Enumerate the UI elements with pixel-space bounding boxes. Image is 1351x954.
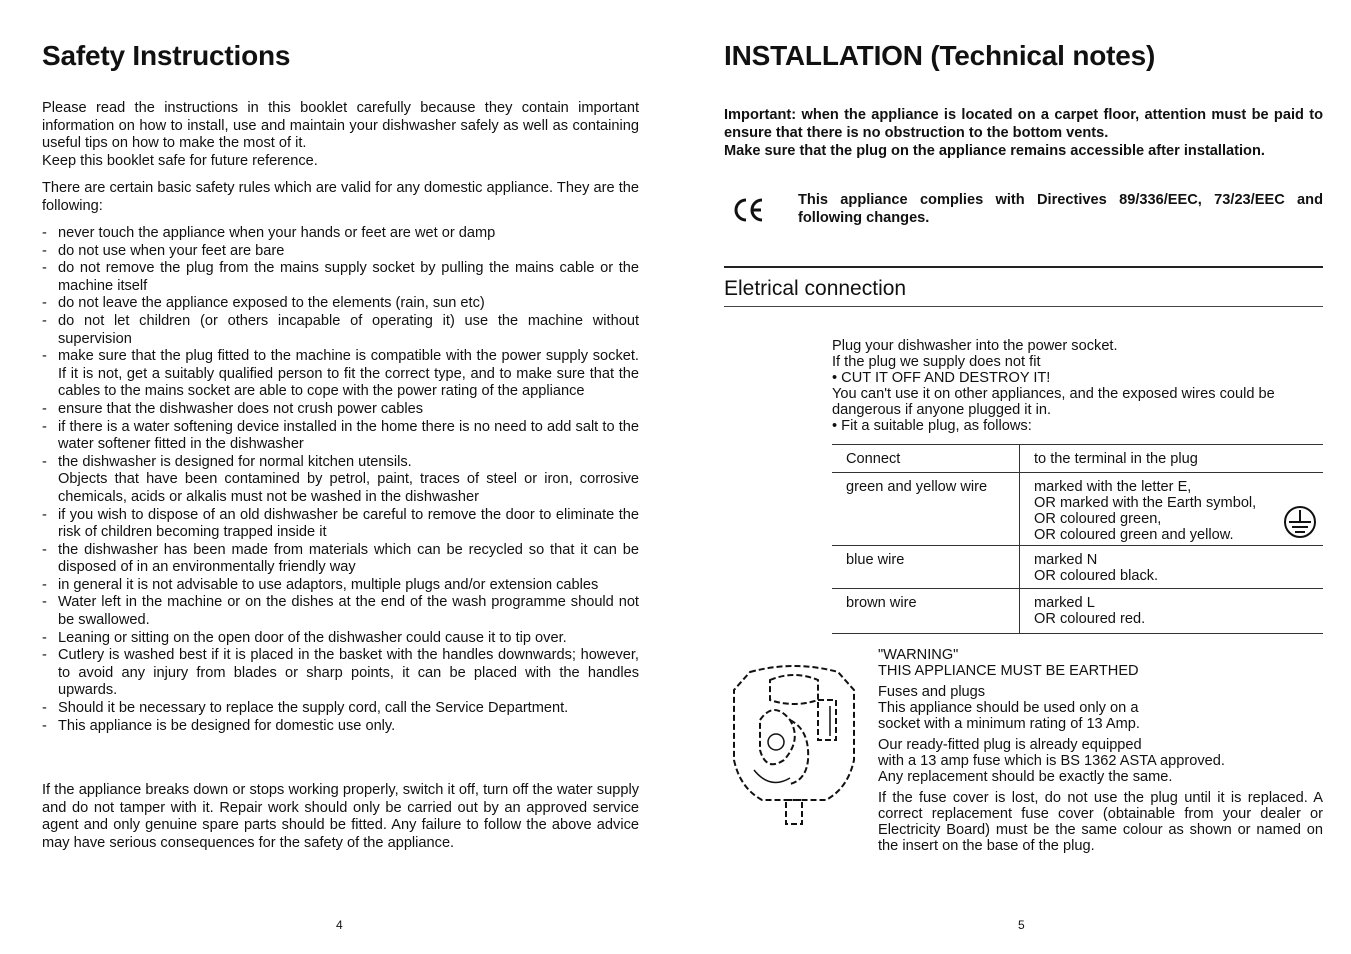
terminal-line: OR marked with the Earth symbol,	[1034, 495, 1257, 511]
fuse-info-line: Our ready-fitted plug is already equipped	[878, 737, 1142, 753]
connection-line: • Fit a suitable plug, as follows:	[832, 418, 1032, 434]
table-header-row	[832, 445, 1323, 473]
page-title: Safety Instructions	[42, 40, 291, 71]
page-title: INSTALLATION (Technical notes)	[724, 40, 1156, 71]
terminal-line: OR coloured green and yellow.	[1034, 527, 1234, 543]
list-item: - do not leave the appliance exposed to the elements (rain, sun etc)	[42, 295, 639, 313]
wire-cell: brown wire	[832, 589, 1020, 634]
list-item: - make sure that the plug fitted to the machine is compatible with the power supply socket. If it is not, get a suitably qualified person to fit the correct type, and to make sure that the cables to the mains socket are able to cope with the power rating of the appliance	[42, 348, 639, 401]
terminal-line: marked L	[1034, 595, 1095, 611]
section-header	[724, 266, 1323, 307]
connection-line: • CUT IT OFF AND DESTROY IT!	[832, 370, 1051, 386]
table-row	[832, 589, 1323, 634]
terminal-cell	[1020, 589, 1324, 634]
list-item: - the dishwasher has been made from materials which can be recycled so that it can be disposed of in an environmentally friendly way	[42, 542, 639, 577]
list-item: - ensure that the dishwasher does not crush power cables	[42, 401, 639, 419]
plug-illustration	[730, 660, 858, 837]
right-page	[724, 0, 1323, 954]
closing-paragraph: If the appliance breaks down or stops working properly, switch it off, turn off the water supply and do not tamper with it. Repair work should only be carried out by an approved service agent and only genuine spare parts should be fitted. Any failure to follow the above advice may have serious consequences for the safety of the appliance.	[42, 782, 639, 851]
warning-block	[878, 647, 1323, 854]
list-item: - in general it is not advisable to use adaptors, multiple plugs and/or extension cables	[42, 577, 639, 595]
section-title: Eletrical connection	[724, 277, 907, 300]
terminal-cell	[1020, 546, 1324, 589]
terminal-line: marked N	[1034, 552, 1098, 568]
fuse-cover-text: If the fuse cover is lost, do not use the plug until it is replaced. A correct replacement fuse cover (obtainable from your dealer or Electricity Board) must be the same colour as shown or named on the insert on the base of the plug.	[878, 790, 1323, 854]
list-item: - Leaning or sitting on the open door of the dishwasher could cause it to tip over.	[42, 630, 639, 648]
intro-paragraph	[42, 100, 639, 170]
list-item: - do not remove the plug from the mains supply socket by pulling the mains cable or the machine itself	[42, 260, 639, 295]
important-notice	[724, 106, 1323, 160]
terminal-line: marked with the letter E,	[1034, 479, 1192, 495]
connection-instructions	[832, 338, 1323, 434]
list-item-text: the dishwasher is designed for normal kitchen utensils.	[58, 453, 412, 470]
warning-subheading: THIS APPLIANCE MUST BE EARTHED	[878, 663, 1139, 679]
table-row	[832, 473, 1323, 546]
safety-rules-list	[42, 225, 639, 735]
fuses-line: This appliance should be used only on a	[878, 700, 1139, 716]
list-item	[42, 454, 639, 507]
list-item: - This appliance is be designed for domestic use only.	[42, 718, 639, 736]
table-row	[832, 546, 1323, 589]
wire-cell: blue wire	[832, 546, 1020, 589]
list-item: - Cutlery is washed best if it is placed in the basket with the handles downwards; however, to avoid any injury from blades or sharp points, it can be placed with the handles upwards.	[42, 647, 639, 700]
earth-symbol-icon	[1283, 505, 1317, 543]
fuses-line: socket with a minimum rating of 13 Amp.	[878, 716, 1140, 732]
ce-mark-icon	[724, 192, 798, 229]
important-plug-text: Make sure that the plug on the appliance remains accessible after installation.	[724, 143, 1265, 159]
list-item: - if you wish to dispose of an old dishwasher be careful to remove the door to eliminate the risk of children becoming trapped inside it	[42, 507, 639, 542]
warning-heading: "WARNING"	[878, 647, 959, 663]
terminal-line: OR coloured red.	[1034, 611, 1146, 627]
intro-keep-text: Keep this booklet safe for future reference.	[42, 152, 318, 169]
list-item: - Water left in the machine or on the dishes at the end of the wash programme should not be swallowed.	[42, 594, 639, 629]
fuse-info-line: with a 13 amp fuse which is BS 1362 ASTA approved.	[878, 753, 1225, 769]
terminal-cell	[1020, 473, 1324, 546]
fuses-title: Fuses and plugs	[878, 684, 986, 700]
page-number: 5	[1018, 918, 1025, 932]
table-header: to the terminal in the plug	[1020, 445, 1324, 473]
fuse-info-line: Any replacement should be exactly the same.	[878, 769, 1173, 785]
terminal-line: OR coloured green,	[1034, 511, 1162, 527]
list-item: - do not let children (or others incapable of operating it) use the machine without supervision	[42, 313, 639, 348]
intro-text: Please read the instructions in this booklet carefully because they contain important information on how to install, use and maintain your dishwasher safely as well as containing useful tips on how to make the most of it.	[42, 100, 639, 152]
list-item: - Should it be necessary to replace the supply cord, call the Service Department.	[42, 700, 639, 718]
basic-rules-intro: There are certain basic safety rules which are valid for any domestic appliance. They are the following:	[42, 180, 639, 214]
list-item: - never touch the appliance when your hands or feet are wet or damp	[42, 225, 639, 243]
list-item-continuation: Objects that have been contamined by petrol, paint, traces of steel or iron, corrosive chemicals, acids or alkalis must not be washed in the dishwasher	[58, 471, 639, 505]
connection-line: You can't use it on other appliances, and the exposed wires could be dangerous if anyone plugged it in.	[832, 386, 1275, 418]
important-text: Important: when the appliance is located on a carpet floor, attention must be paid to ensure that there is no obstruction to the bottom vents.	[724, 107, 1323, 141]
page-number: 4	[336, 918, 343, 932]
connection-line: If the plug we supply does not fit	[832, 354, 1041, 370]
wiring-table	[832, 444, 1323, 634]
ce-compliance	[724, 192, 1323, 229]
list-item: - do not use when your feet are bare	[42, 243, 639, 261]
ce-compliance-text: This appliance complies with Directives 89/336/EEC, 73/23/EEC and following changes.	[798, 192, 1323, 226]
list-item: - if there is a water softening device installed in the home there is no need to add salt to the water softener fitted in the dishwasher	[42, 419, 639, 454]
terminal-line: OR coloured black.	[1034, 568, 1159, 584]
table-header: Connect	[832, 445, 1020, 473]
left-page	[42, 0, 639, 954]
connection-line: Plug your dishwasher into the power socket.	[832, 338, 1118, 354]
wire-cell: green and yellow wire	[832, 473, 1020, 546]
